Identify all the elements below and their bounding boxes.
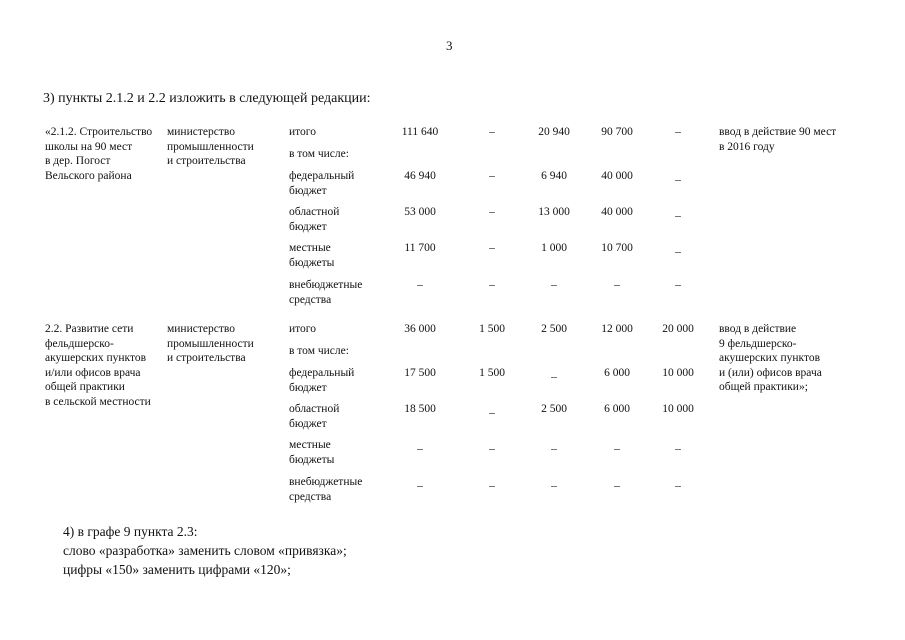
- amount-cell: _: [675, 476, 681, 488]
- amount-cell: _: [675, 439, 681, 451]
- funding-source-label: итого: [289, 323, 316, 335]
- expected-result-line: общей практики»;: [719, 381, 808, 393]
- amount-cell: –: [417, 279, 423, 291]
- amount-cell: _: [675, 170, 681, 182]
- expected-result-line: в 2016 году: [719, 140, 775, 153]
- amount-cell: 20 000: [662, 323, 694, 335]
- amount-cell: _: [551, 367, 557, 379]
- ministry-line: промышленности: [167, 140, 254, 153]
- amount-cell: –: [551, 279, 557, 291]
- amount-cell: 6 940: [541, 170, 567, 182]
- funding-source-label: внебюджетные: [289, 476, 363, 488]
- amount-cell: 40 000: [601, 170, 633, 182]
- funding-source-label: бюджет: [289, 417, 327, 430]
- amount-cell: 40 000: [601, 206, 633, 218]
- item-title-line: фельдшерско-: [45, 337, 114, 350]
- funding-source-label: бюджет: [289, 381, 327, 394]
- ministry-line: министерство: [167, 126, 235, 138]
- amount-cell: 111 640: [401, 126, 439, 138]
- amount-cell: 12 000: [601, 323, 633, 335]
- amount-cell: 46 940: [404, 170, 436, 182]
- funding-source-label: федеральный: [289, 170, 355, 182]
- funding-source-label: местные: [289, 439, 331, 451]
- expected-result-line: ввод в действие 90 мест: [719, 126, 837, 138]
- amount-cell: 18 500: [404, 403, 436, 415]
- page-number: 3: [446, 38, 453, 53]
- amount-cell: _: [489, 403, 495, 415]
- amount-cell: 17 500: [404, 367, 436, 379]
- item-title-line: в дер. Погост: [45, 155, 111, 167]
- expected-result-line: ввод в действие: [719, 323, 797, 335]
- intro-paragraph: 3) пункты 2.1.2 и 2.2 изложить в следующей редакции:: [43, 91, 371, 106]
- amount-cell: _: [417, 476, 423, 488]
- funding-source-label: средства: [289, 293, 332, 306]
- amount-cell: 1 500: [479, 323, 505, 335]
- amount-cell: –: [614, 279, 620, 291]
- funding-source-label: итого: [289, 126, 316, 138]
- funding-source-label: средства: [289, 490, 332, 503]
- amount-cell: _: [675, 206, 681, 218]
- amount-cell: 10 000: [662, 367, 694, 379]
- amount-cell: –: [489, 170, 495, 182]
- item-title-line: Вельского района: [45, 169, 132, 182]
- amount-cell: 2 500: [541, 403, 567, 415]
- item-title-line: и/или офисов врача: [45, 366, 141, 379]
- amount-cell: 11 700: [404, 242, 436, 254]
- expected-result-line: 9 фельдшерско-: [719, 337, 797, 350]
- funding-source-label: бюджет: [289, 184, 327, 197]
- amount-cell: _: [614, 439, 620, 451]
- funding-source-label: бюджеты: [289, 453, 335, 466]
- amount-cell: 10 700: [601, 242, 633, 254]
- item-title-line: в сельской местности: [45, 395, 151, 408]
- amount-cell: _: [675, 242, 681, 254]
- ministry-line: промышленности: [167, 337, 254, 350]
- ministry-line: министерство: [167, 323, 235, 335]
- amount-cell: 90 700: [601, 126, 633, 138]
- amount-cell: –: [489, 279, 495, 291]
- amount-cell: 20 940: [538, 126, 570, 138]
- amount-cell: 1 500: [479, 367, 505, 379]
- funding-source-label: в том числе:: [289, 345, 349, 357]
- amount-cell: _: [551, 476, 557, 488]
- amount-cell: 1 000: [541, 242, 567, 254]
- amount-cell: –: [675, 279, 681, 291]
- amount-cell: _: [489, 439, 495, 451]
- funding-source-label: федеральный: [289, 367, 355, 379]
- item-title-line: «2.1.2. Строительство: [45, 126, 153, 138]
- ministry-line: и строительства: [167, 155, 246, 167]
- funding-source-label: областной: [289, 403, 340, 415]
- amount-cell: _: [489, 476, 495, 488]
- item-title-line: общей практики: [45, 381, 125, 393]
- expected-result-line: акушерских пунктов: [719, 352, 821, 364]
- amount-cell: 2 500: [541, 323, 567, 335]
- amount-cell: 53 000: [404, 206, 436, 218]
- item-title-line: акушерских пунктов: [45, 352, 147, 364]
- ministry-line: и строительства: [167, 352, 246, 364]
- funding-source-label: в том числе:: [289, 148, 349, 160]
- amount-cell: 10 000: [662, 403, 694, 415]
- funding-source-label: бюджеты: [289, 256, 335, 269]
- expected-result-line: и (или) офисов врача: [719, 366, 822, 379]
- funding-source-label: местные: [289, 242, 331, 254]
- amount-cell: –: [489, 206, 495, 218]
- amount-cell: 6 000: [604, 367, 630, 379]
- amount-cell: _: [551, 439, 557, 451]
- amount-cell: 6 000: [604, 403, 630, 415]
- amount-cell: –: [675, 126, 681, 138]
- item-title-line: 2.2. Развитие сети: [45, 323, 134, 335]
- amount-cell: –: [489, 242, 495, 254]
- amount-cell: _: [614, 476, 620, 488]
- funding-source-label: внебюджетные: [289, 279, 363, 291]
- amount-cell: –: [489, 126, 495, 138]
- item-title-line: школы на 90 мест: [45, 140, 133, 153]
- amount-cell: 13 000: [538, 206, 570, 218]
- footer-line: цифры «150» заменить цифрами «120»;: [63, 562, 291, 577]
- footer-line: 4) в графе 9 пункта 2.3:: [63, 524, 198, 539]
- amount-cell: _: [417, 439, 423, 451]
- funding-source-label: бюджет: [289, 220, 327, 233]
- funding-source-label: областной: [289, 206, 340, 218]
- footer-line: слово «разработка» заменить словом «привязка»;: [63, 543, 347, 558]
- amount-cell: 36 000: [404, 323, 436, 335]
